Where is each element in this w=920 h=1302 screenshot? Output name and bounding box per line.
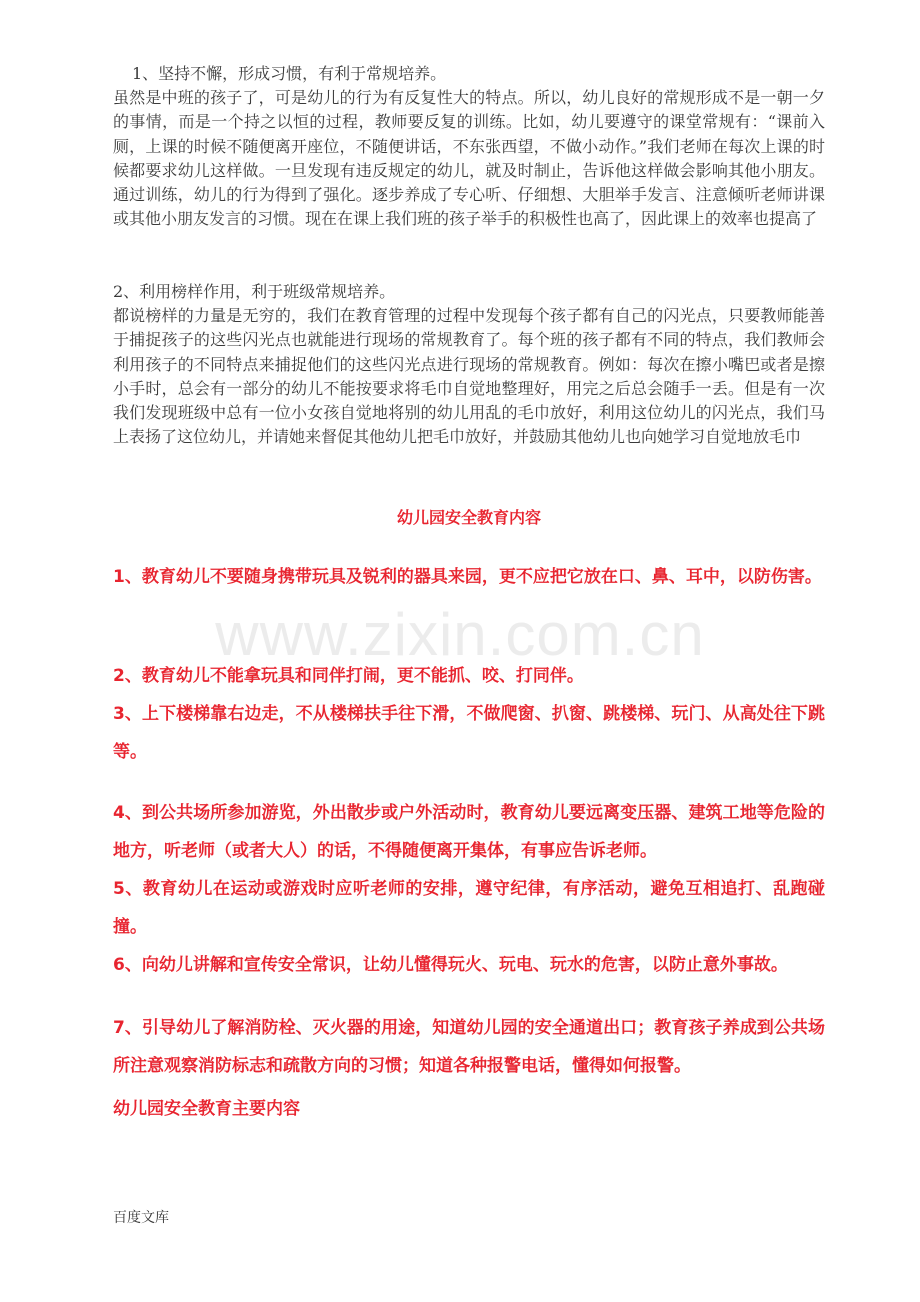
safety-item-1 [113, 558, 825, 596]
safety-item-6 [113, 946, 825, 984]
watermark: www.zixin.com.cn [215, 601, 705, 668]
section-2 [113, 280, 825, 449]
footer-source: 百度文库 [113, 1210, 169, 1226]
safety-item-2 [113, 657, 825, 695]
section-1-body: 虽然是中班的孩子了，可是幼儿的行为有反复性大的特点。所以，幼儿良好的常规形成不是一朝一夕的事情，而是一个持之以恒的过程，教师要反复的训练。比如，幼儿要遵守的课堂常规有：“课前入厕，上课的时候不随便离开座位，不随便讲话，不东张西望，不做小动作。”我们老师在每次上课的时候都要求幼儿这样做。一旦发现有违反规定的幼儿，就及时制止，告诉他这样做会影响其他小朋友。通过训练，幼儿的行为得到了强化。逐步养成了专心听、仔细想、大胆举手发言、注意倾听老师讲课或其他小朋友发言的习惯。现在在课上我们班的孩子举手的积极性也高了，因此课上的效率也提高了 [113, 88, 825, 229]
safety-item-text: 6、向幼儿讲解和宣传安全常识，让幼儿懂得玩火、玩电、玩水的危害，以防止意外事故。 [113, 955, 788, 975]
section-1-heading: 1、坚持不懈，形成习惯，有利于常规培养。 [132, 64, 447, 83]
safety-item-text: 1、教育幼儿不要随身携带玩具及锐利的器具来园，更不应把它放在口、鼻、耳中，以防伤害。 [113, 567, 822, 587]
section-2-body: 都说榜样的力量是无穷的，我们在教育管理的过程中发现每个孩子都有自己的闪光点，只要教师能善于捕捉孩子的这些闪光点也就能进行现场的常规教育了。每个班的孩子都有不同的特点，我们教师会利用孩子的不同特点来捕捉他们的这些闪光点进行现场的常规教育。例如：每次在擦小嘴巴或者是擦小手时，总会有一部分的幼儿不能按要求将毛巾自觉地整理好，用完之后总会随手一丢。但是有一次我们发现班级中总有一位小女孩自觉地将别的幼儿用乱的毛巾放好，利用这位幼儿的闪光点，我们马上表扬了这位幼儿，并请她来督促其他幼儿把毛巾放好，并鼓励其他幼儿也向她学习自觉地放毛巾 [113, 306, 825, 447]
safety-item-4 [113, 794, 825, 870]
safety-title: 幼儿园安全教育内容 [396, 508, 541, 527]
safety-item-text: 3、上下楼梯靠右边走，不从楼梯扶手往下滑，不做爬窗、扒窗、跳楼梯、玩门、从高处往下跳等。 [113, 704, 825, 762]
safety-item-5 [113, 870, 825, 946]
safety-item-text: 2、教育幼儿不能拿玩具和同伴打闹，更不能抓、咬、打同伴。 [113, 666, 584, 686]
safety-item-3 [113, 695, 825, 771]
safety-item-text: 5、教育幼儿在运动或游戏时应听老师的安排，遵守纪律，有序活动，避免互相追打、乱跑碰撞。 [113, 879, 825, 937]
safety-item-text: 7、引导幼儿了解消防栓、灭火器的用途，知道幼儿园的安全通道出口；教育孩子养成到公共场所注意观察消防标志和疏散方向的习惯；知道各种报警电话，懂得如何报警。 [113, 1018, 825, 1076]
section-1 [113, 62, 825, 231]
safety-item-text: 4、到公共场所参加游览，外出散步或户外活动时，教育幼儿要远离变压器、建筑工地等危险的地方，听老师（或者大人）的话，不得随便离开集体，有事应告诉老师。 [113, 803, 825, 861]
safety-subtitle: 幼儿园安全教育主要内容 [113, 1099, 300, 1119]
safety-item-7 [113, 1009, 825, 1085]
section-2-heading: 2、利用榜样作用，利于班级常规培养。 [113, 282, 396, 301]
